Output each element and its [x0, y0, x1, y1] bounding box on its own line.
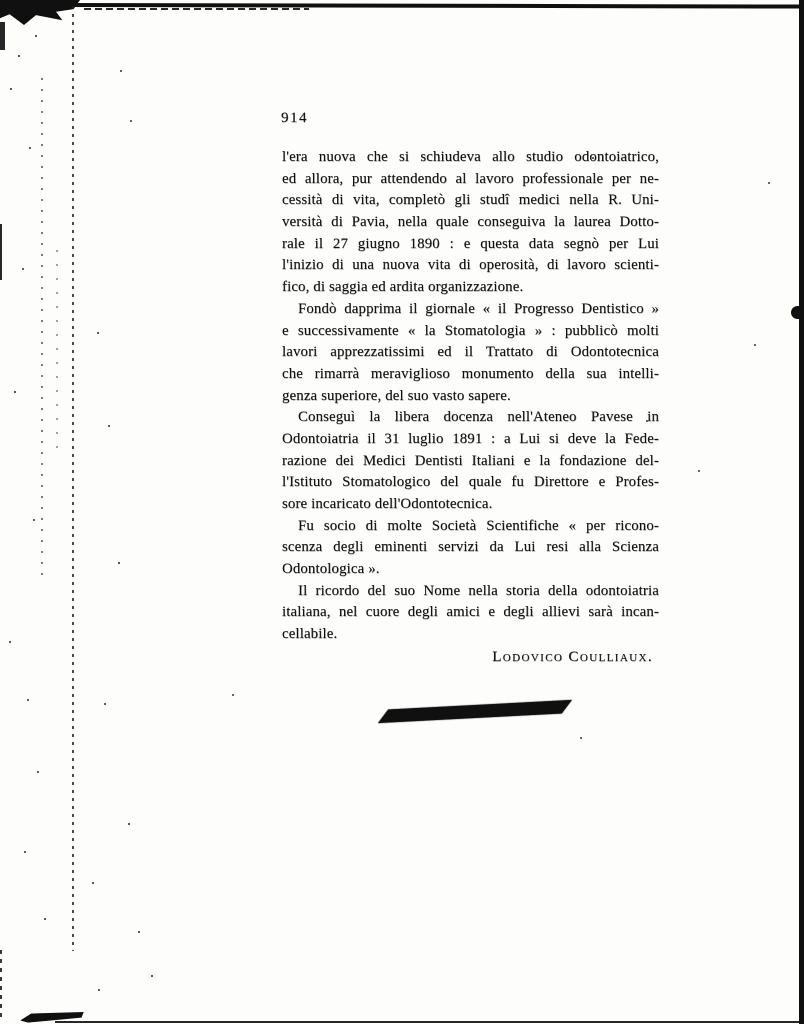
- text-line: che rimarrà meraviglioso monumento della sua intelli-: [282, 365, 659, 382]
- text-line: l'Istituto Stomatologico del quale fu Direttore e Profes-: [282, 474, 659, 491]
- text-line: lavori apprezzatissimi ed il Trattato di Odontotecnica: [282, 344, 659, 361]
- text-line: cessità di vita, completò gli studî medici nella R. Uni-: [282, 192, 659, 209]
- text-line: genza superiore, del suo vasto sapere.: [282, 387, 511, 404]
- text-line: cellabile.: [282, 626, 338, 643]
- text-line: e successivamente « la Stomatologia » : pubblicò molti: [282, 322, 659, 339]
- text-line: Odontoiatria il 31 luglio 1891 : a Lui si deve la Fede-: [282, 430, 659, 447]
- text-line: sore incaricato dell'Odontotecnica.: [282, 496, 493, 512]
- paragraph: [282, 581, 659, 646]
- text-line: Fondò dapprima il giornale « il Progresso Dentistico »: [298, 300, 659, 317]
- right-edge-blob-artifact: [791, 306, 801, 319]
- text-line: rale il 27 giugno 1890 : e questa data segnò per Lui: [282, 235, 659, 252]
- paragraph: [282, 516, 659, 581]
- right-edge-line-artifact: [799, 0, 804, 1024]
- text-line: scenza degli eminenti servizi da Lui resi alla Scienza: [282, 539, 659, 556]
- ink-smudge-bar-artifact: [378, 700, 572, 723]
- text-line: Conseguì la libera docenza nell'Ateneo Pavese in: [298, 409, 659, 426]
- corner-ink-tail-artifact: [0, 22, 5, 50]
- binding-dots-artifact: [41, 78, 43, 583]
- text-line: fico, di saggia ed ardita organizzazione.: [282, 279, 524, 296]
- text-line: italiana, nel cuore degli amici e degli allievi sarà incan-: [282, 604, 659, 621]
- paragraph: [282, 299, 659, 407]
- text-line: Il ricordo del suo Nome nella storia della odontoiatria: [298, 582, 659, 599]
- text-line: Fu socio di molte Società Scientifiche « per ricono-: [298, 517, 659, 534]
- binding-dots-artifact: [56, 250, 58, 460]
- left-edge-line-artifact: [0, 224, 2, 280]
- text-line: versità di Pavia, nella quale conseguiva la laurea Dotto-: [282, 214, 659, 231]
- text-line: razione dei Medici Dentisti Italiani e la fondazione del-: [282, 452, 659, 469]
- page-number: 914: [281, 110, 308, 126]
- text-line: ed allora, pur attendendo al lavoro professionale per ne-: [282, 170, 659, 187]
- text-line: Odontologica ».: [282, 561, 380, 578]
- text-line: l'inizio di una nuova vita di operosità, di lavoro scienti-: [282, 257, 659, 274]
- top-edge-dashes-artifact: [84, 8, 309, 10]
- paragraph: [282, 147, 659, 299]
- author-signature: Lodovico Coulliaux.: [492, 648, 653, 665]
- text-block: [282, 147, 659, 669]
- left-edge-line-artifact: [0, 950, 2, 1022]
- binding-dots-artifact: [72, 6, 74, 951]
- bottom-edge-line-artifact: [55, 1021, 804, 1023]
- paragraph: [282, 407, 659, 515]
- text-line: l'era nuova che si schiudeva allo studio odontoiatrico,: [282, 149, 659, 165]
- dust-specks-artifact: [0, 0, 2, 2]
